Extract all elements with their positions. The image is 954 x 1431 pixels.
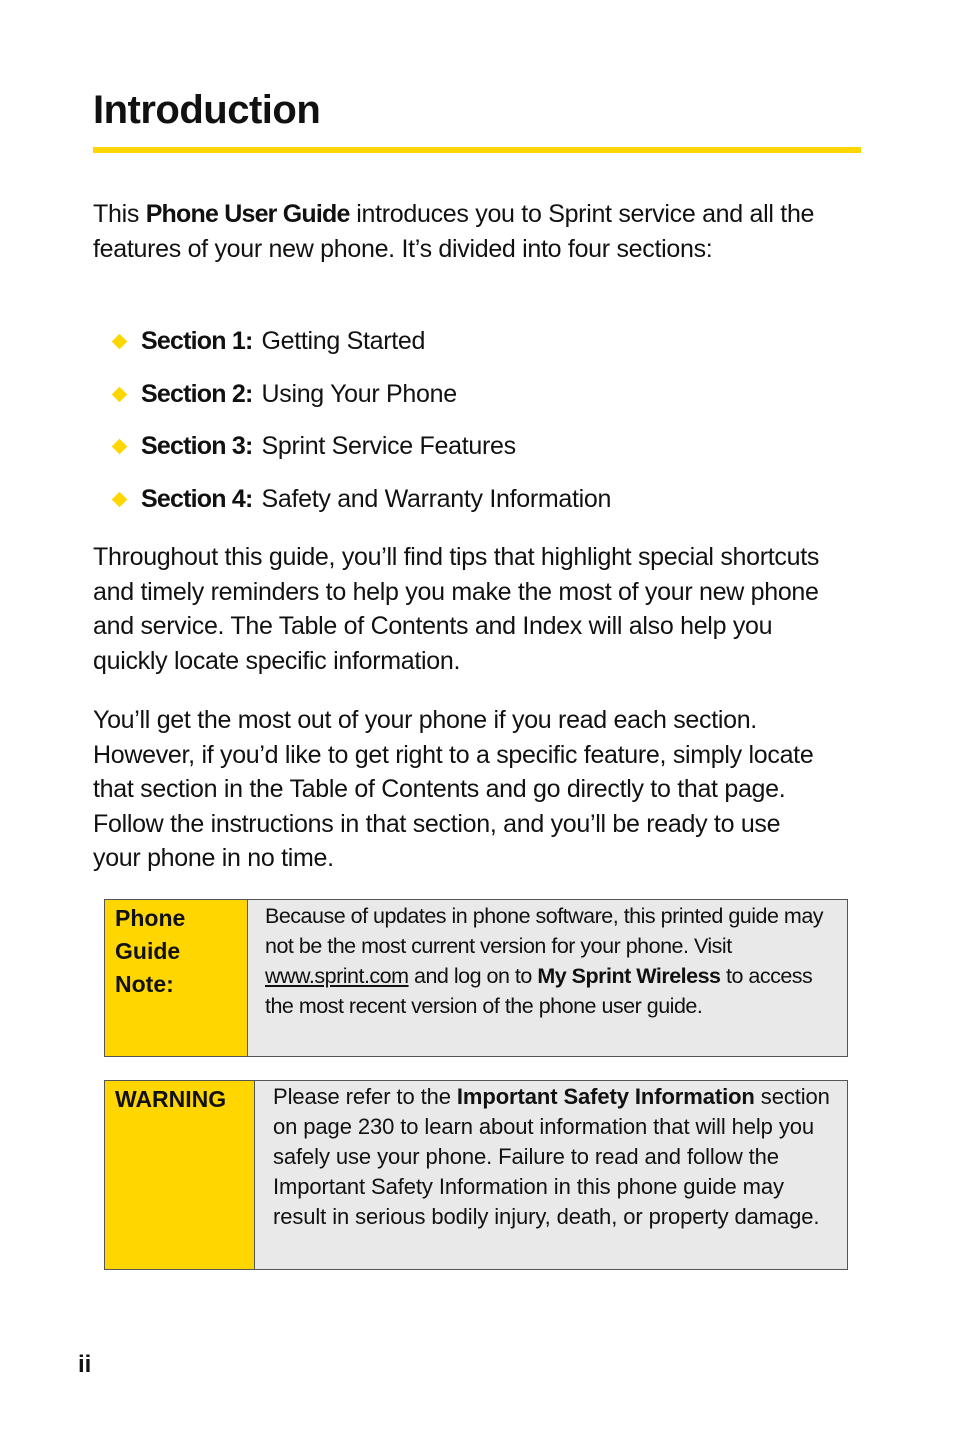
title-rule — [93, 147, 861, 153]
note-text: Because of updates in phone software, this printed guide may not be the most current version for your phone. Visit — [265, 904, 824, 958]
section-label: Section 2: — [141, 379, 253, 408]
warning-bold-term: Important Safety Information — [456, 1084, 755, 1109]
note-text: to access the most recent version of the phone user guide. — [265, 964, 813, 1018]
list-item — [110, 480, 810, 533]
warning-body — [255, 1081, 847, 1269]
note-body — [248, 900, 847, 1056]
note-label-line: Guide — [115, 938, 181, 964]
section-label: Section 4: — [141, 484, 253, 513]
note-text: and log on to — [408, 964, 538, 988]
list-item — [110, 427, 810, 480]
section-label: Section 1: — [141, 327, 253, 355]
sprint-website-link[interactable]: www.sprint.com — [265, 964, 409, 988]
intro-suffix: introduces you to Sprint service and all the features of your new phone. It’s divided into four sections: — [93, 200, 815, 263]
section-label: Section 3: — [141, 432, 253, 460]
warning-note — [104, 1080, 848, 1270]
warning-text: Please refer to the — [273, 1084, 457, 1109]
section-name: Safety and Warranty Information — [261, 484, 612, 513]
intro-prefix: This — [93, 200, 146, 228]
section-list — [110, 322, 810, 532]
intro-bold-term: Phone User Guide — [145, 200, 350, 228]
section-name: Sprint Service Features — [261, 432, 516, 460]
diamond-bullet-icon — [112, 439, 128, 455]
note-label-line: Phone — [115, 905, 186, 931]
note-label-line: Note: — [115, 971, 174, 997]
section-name: Getting Started — [261, 327, 426, 355]
section-name: Using Your Phone — [261, 379, 457, 408]
warning-text: section on page 230 to learn about information that will help you safely use your phone. Failure to read and follow the Important Safety Information in this phone guide may result in serious bodily injury, death, or property damage. — [273, 1084, 830, 1229]
note-label — [105, 900, 248, 1056]
intro-paragraph — [93, 197, 833, 266]
diamond-bullet-icon — [112, 386, 128, 402]
page-title: Introduction — [93, 88, 321, 132]
note-bold-term: My Sprint Wireless — [537, 964, 721, 988]
list-item — [110, 375, 810, 428]
diamond-bullet-icon — [112, 491, 128, 507]
warning-label: WARNING — [105, 1081, 255, 1269]
list-item — [110, 322, 810, 375]
diamond-bullet-icon — [112, 334, 128, 350]
page-number: ii — [78, 1351, 92, 1378]
phone-guide-note — [104, 899, 848, 1057]
usage-paragraph: You’ll get the most out of your phone if you read each section. However, if you’d like to get right to a specific feature, simply locate that section in the Table of Contents and go directly to that page. Follow the instructions in that section, and you’ll be ready to use your phone in no time. — [93, 706, 814, 873]
tips-paragraph: Throughout this guide, you’ll find tips that highlight special shortcuts and timely reminders to help you make the most of your new phone and service. The Table of Contents and Index will also help you quickly locate specific information. — [93, 543, 820, 675]
